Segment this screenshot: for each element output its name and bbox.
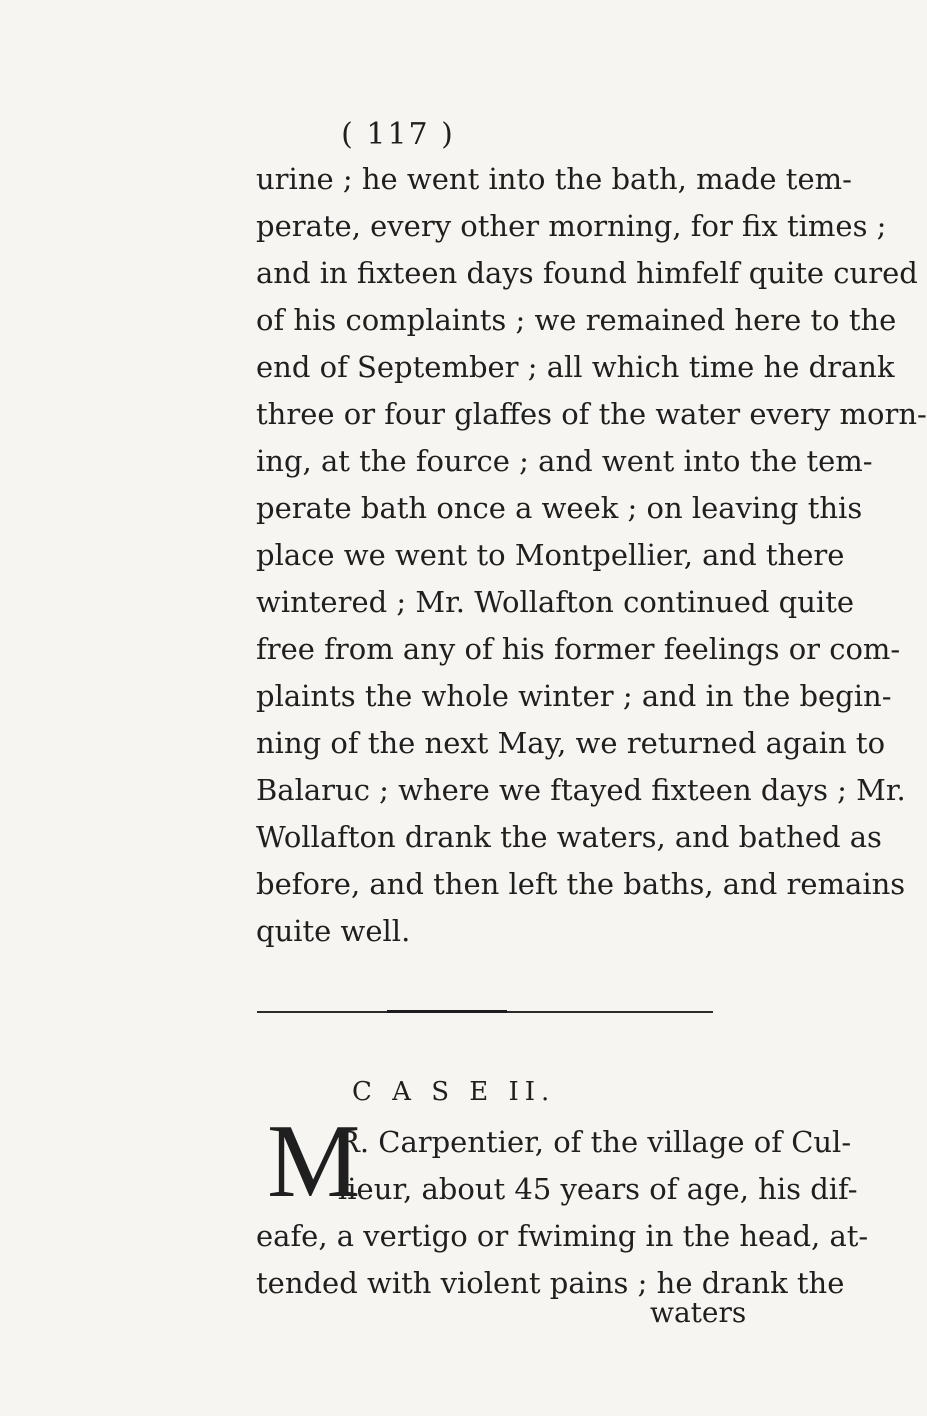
text-line-6: three or four glaffes of the water every morn- [256,397,927,431]
text-line-2: perate, every other morning, for fix times ; [256,209,887,243]
drop-cap: M [267,1102,361,1219]
section-divider [257,1011,713,1013]
text-line-5: end of September ; all which time he drank [256,350,895,384]
text-line-1: urine ; he went into the bath, made tem- [256,162,852,196]
section-heading: C A S E II. [352,1077,556,1107]
text-line-11: free from any of his former feelings or com- [256,632,901,666]
text-line-12: plaints the whole winter ; and in the begin- [256,679,892,713]
case-line-1: R. Carpentier, of the village of Cul- [338,1125,852,1159]
text-line-17: quite well. [256,914,411,948]
text-line-13: ning of the next May, we returned again to [256,726,886,760]
case-line-4: tended with violent pains ; he drank the [256,1266,845,1300]
text-line-14: Balaruc ; where we ftayed fixteen days ; Mr. [256,773,906,807]
case-line-3: eafe, a vertigo or fwiming in the head, at- [256,1219,869,1253]
case-line-2: lieur, about 45 years of age, his dif- [338,1172,858,1206]
text-line-10: wintered ; Mr. Wollafton continued quite [256,585,855,619]
text-line-3: and in fixteen days found himfelf quite cured [256,256,918,290]
text-line-7: ing, at the fource ; and went into the tem- [256,444,873,478]
text-line-4: of his complaints ; we remained here to the [256,303,897,337]
catchword: waters [650,1296,747,1329]
text-line-16: before, and then left the baths, and remains [256,867,906,901]
page-number: ( 117 ) [341,117,455,152]
text-line-9: place we went to Montpellier, and there [256,538,845,572]
text-line-8: perate bath once a week ; on leaving this [256,491,863,525]
text-line-15: Wollafton drank the waters, and bathed as [256,820,882,854]
